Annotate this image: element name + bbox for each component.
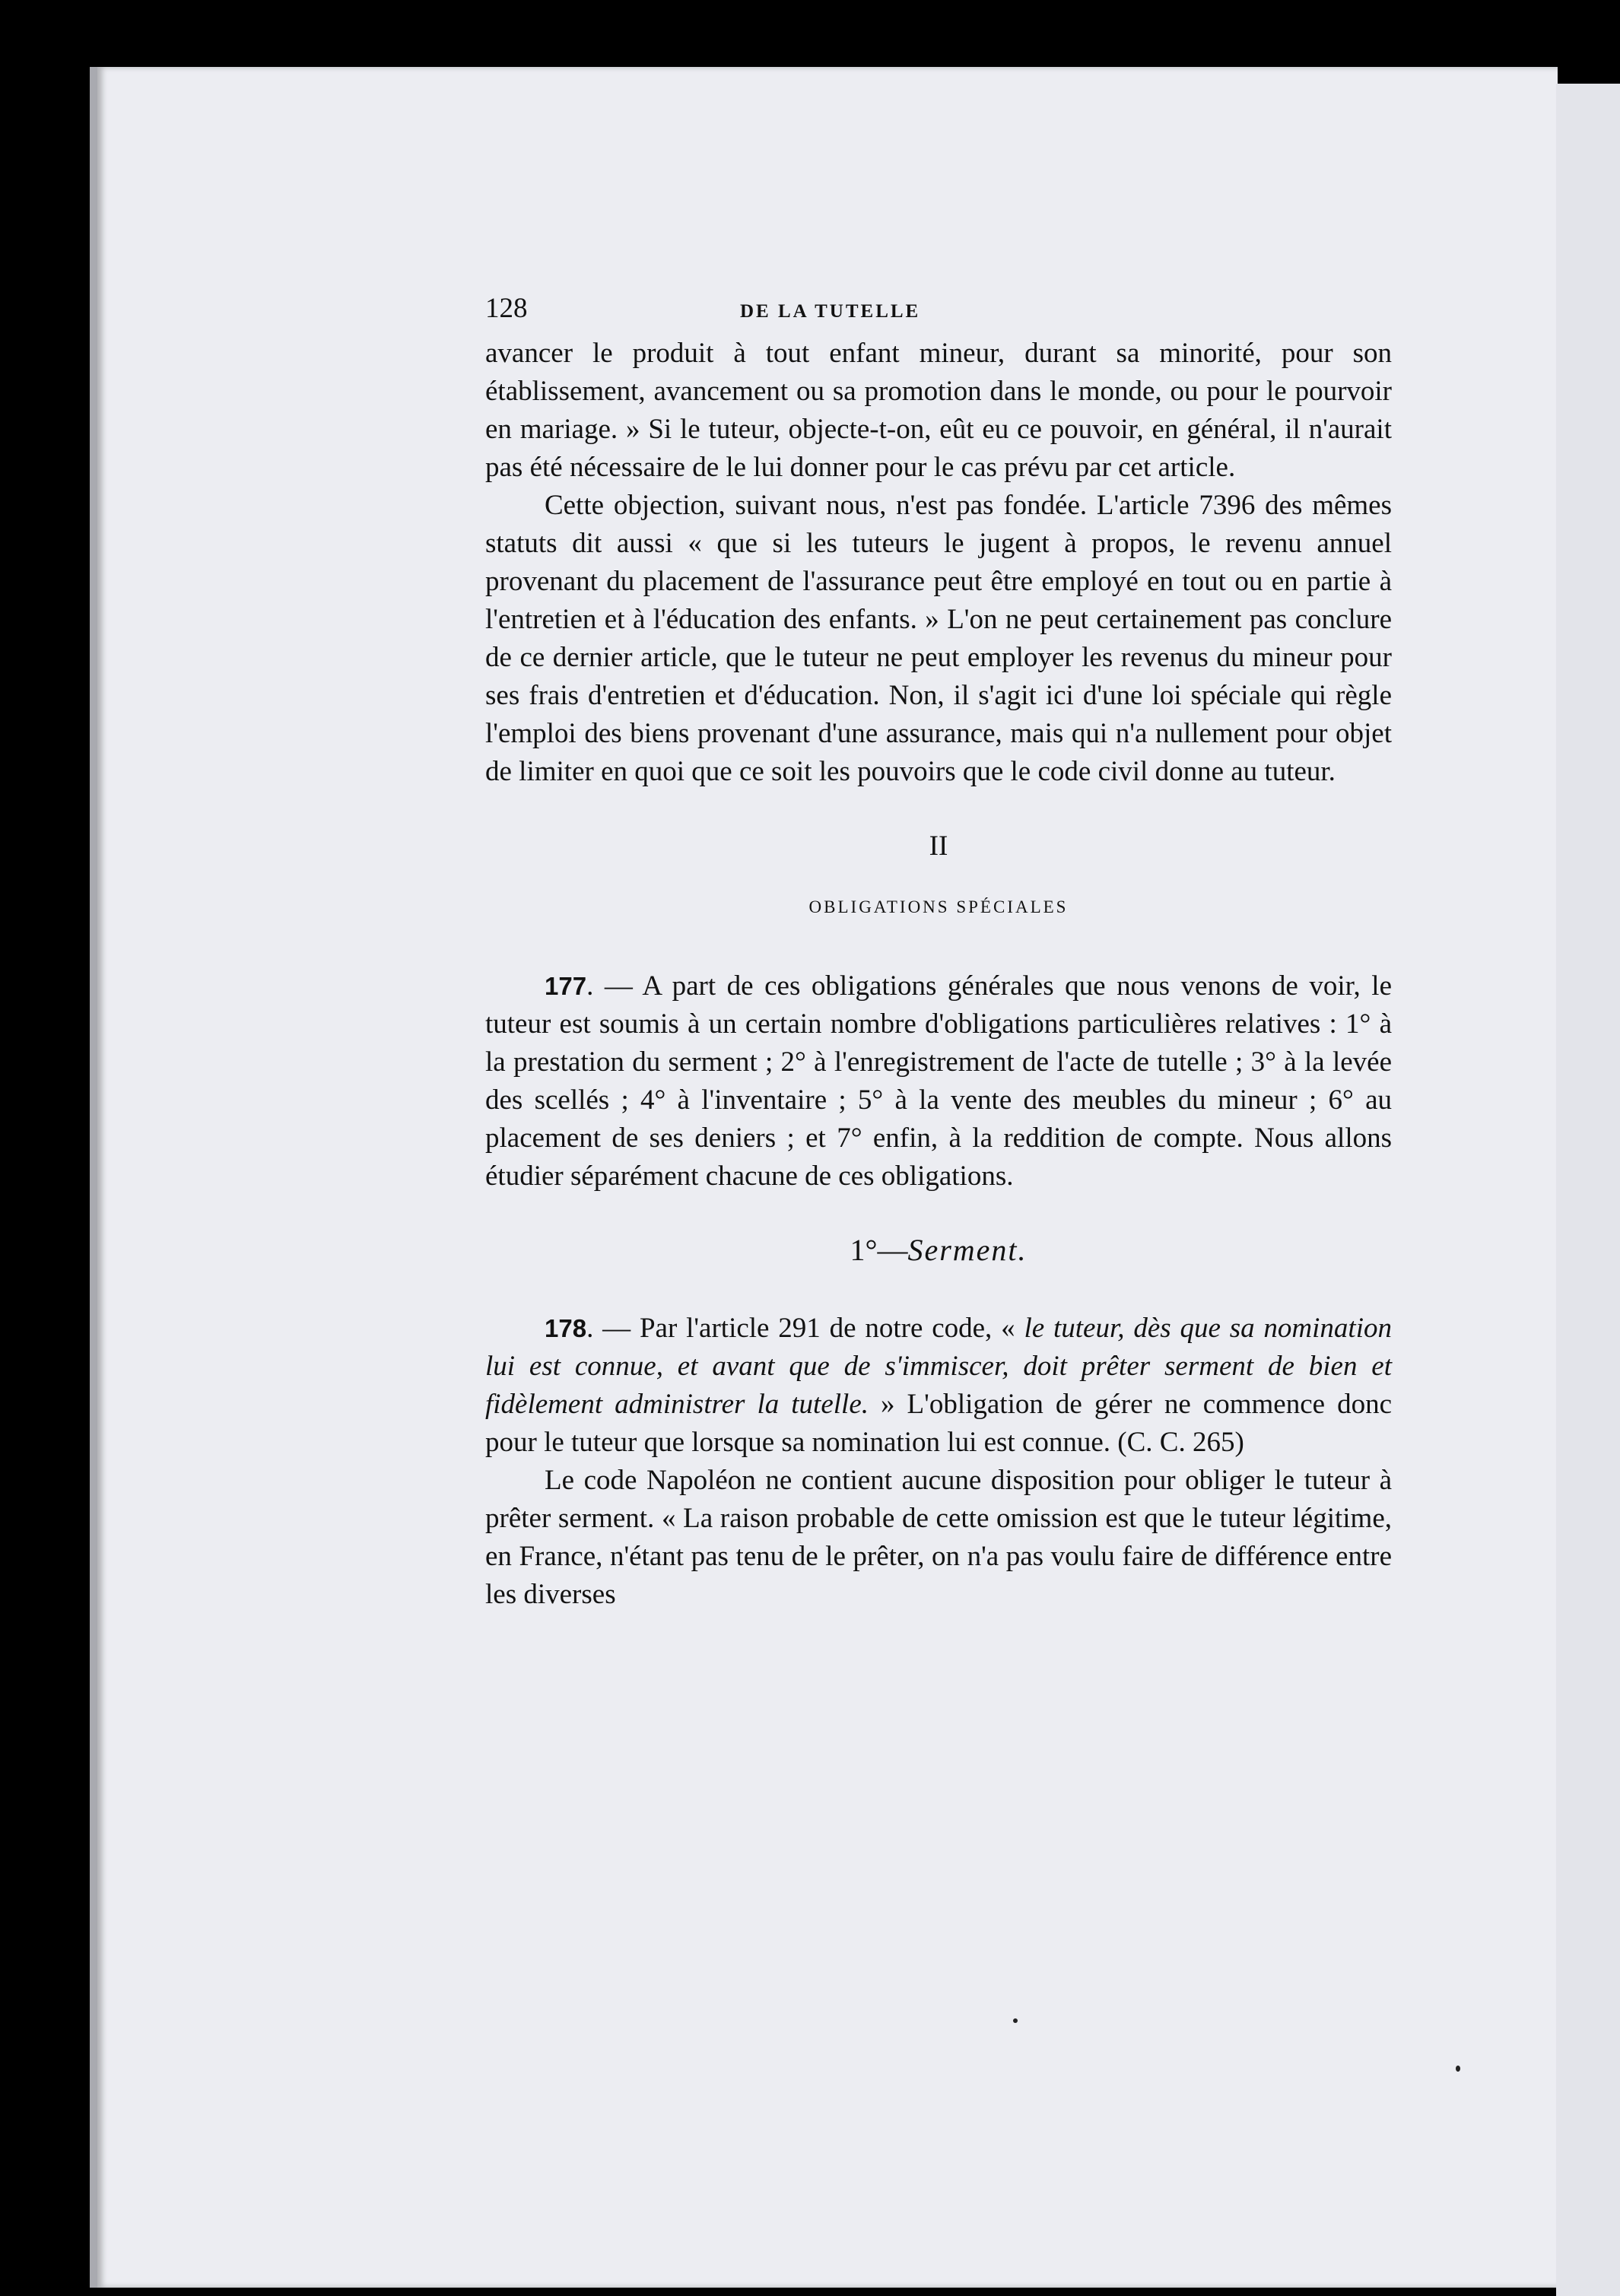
article-177 <box>485 967 1392 1196</box>
page-text <box>485 292 1392 1614</box>
article-text: . — A part de ces obligations générales que nous venons de voir, le tuteur est soumis à un certain nombre d'obligations particulières relatives : 1° à la prestation du serment ; 2° à l'enregistrement de l'acte de tutelle ; 3° à la levée des scellés ; 4° à l'inventaire ; 5° à la vente des meubles du mineur ; 6° au placement de ses deniers ; et 7° enfin, à la reddition de compte. Nous allons étudier séparément chacune de ces obligations. <box>485 970 1392 1192</box>
paragraph-napoleon: Le code Napoléon ne contient aucune disposition pour obliger le tuteur à prêter serment. « La raison probable de cette omission est que le tuteur légitime, en France, n'étant pas tenu de le prêter, on n'a pas voulu faire de différence entre les diverses <box>485 1465 1392 1610</box>
article-lead: . — Par l'article 291 de notre code, « <box>586 1313 1024 1344</box>
paragraph-continued: avancer le produit à tout enfant mineur, durant sa minorité, pour son établissement, avancement ou sa promotion dans le monde, ou pour le pourvoir en mariage. » Si le tuteur, objecte-t-on, eût eu ce pouvoir, en général, il n'aurait pas été nécessaire de le lui donner pour le cas prévu par cet article. <box>485 338 1392 483</box>
scan-speck <box>1456 2066 1460 2072</box>
scan-speck <box>1013 2018 1018 2023</box>
paragraph-objection: Cette objection, suivant nous, n'est pas fondée. L'article 7396 des mêmes statuts dit aussi « que si les tuteurs le jugent à propos, le revenu annuel provenant du placement de l'assurance peut être employé en tout ou en partie à l'entretien et à l'éducation des enfants. » L'on ne peut certainement pas conclure de ce dernier article, que le tuteur ne peut employer les revenus du mineur pour ses frais d'entretien et d'éducation. Non, il s'agit ici d'une loi spéciale qui règle l'emploi des biens provenant d'une assurance, mais qui n'a nullement pour objet de limiter en quoi que ce soit les pouvoirs que le code civil donne au tuteur. <box>485 490 1392 787</box>
article-quote: le tuteur, dès que sa nomination lui est connue, et avant que de s'immiscer, doit prêter serment de bien et fidèlement administrer la tutelle. <box>485 1313 1392 1420</box>
running-title: DE LA TUTELLE <box>740 301 921 322</box>
page-number: 128 <box>485 293 528 324</box>
article-number: 178 <box>545 1314 587 1342</box>
section-title: OBLIGATIONS SPÉCIALES <box>808 897 1069 916</box>
facing-page-edge <box>1556 84 1620 2296</box>
section-numeral: II <box>929 830 948 862</box>
article-tail: » L'obligation de gérer ne commence donc pour le tuteur que lorsque sa nomination lui est connue. (C. C. 265) <box>485 1389 1393 1458</box>
subheading-title: Serment. <box>907 1233 1028 1267</box>
running-head <box>485 292 1392 335</box>
subheading-numeral: 1°— <box>850 1233 908 1267</box>
article-178 <box>485 1310 1392 1462</box>
subheading <box>485 1227 1392 1273</box>
spacer <box>485 928 1392 967</box>
article-number: 177 <box>545 972 587 1000</box>
